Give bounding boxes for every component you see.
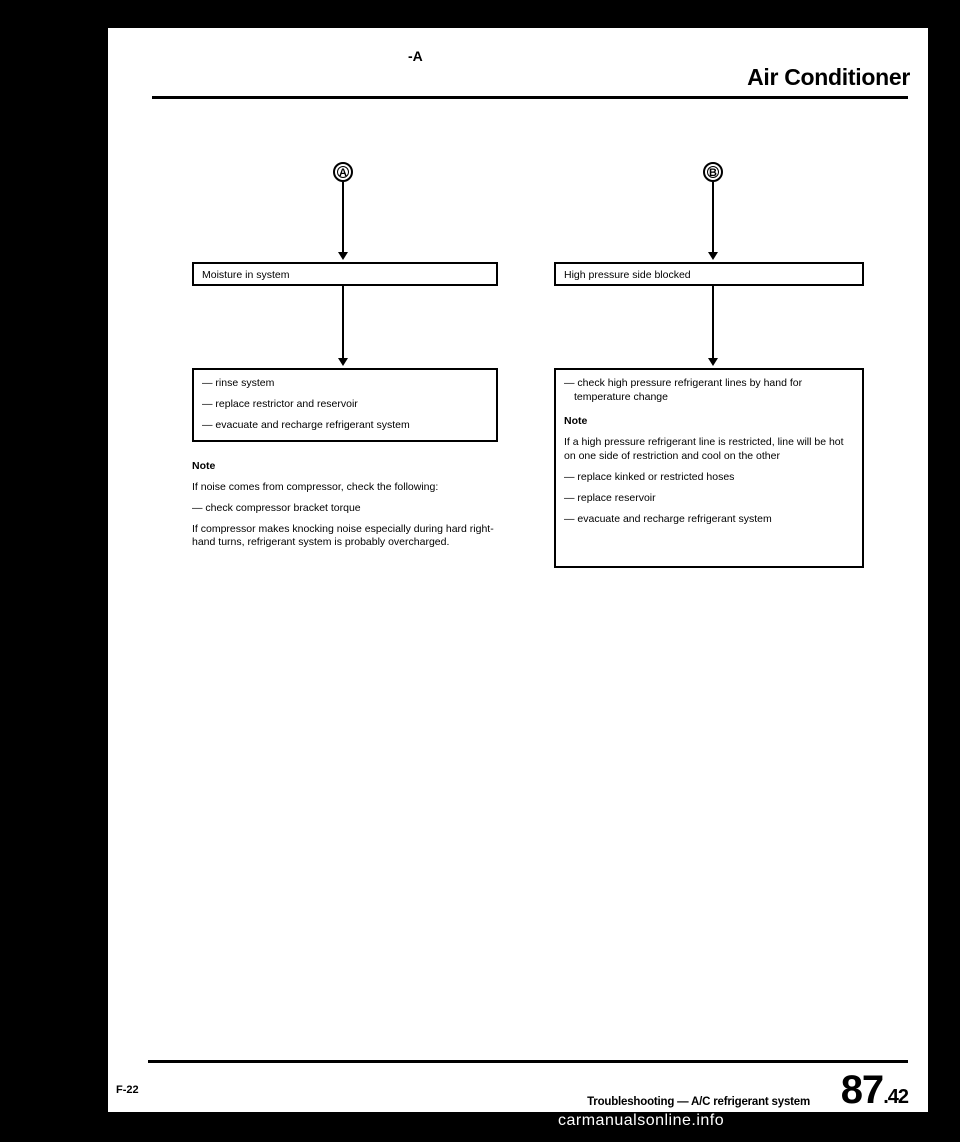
arrow-down-icon: [338, 358, 348, 366]
note-a-para: — check compressor bracket torque: [192, 502, 361, 514]
action-item: — rinse system: [202, 377, 275, 389]
action-item: — evacuate and recharge refrigerant system: [564, 513, 772, 525]
note-b-text: If a high pressure refrigerant line is restricted, line will be hot on one side of restriction and cool on the other: [564, 436, 844, 462]
label-a: A: [337, 166, 349, 178]
box-moisture-in-system: [192, 262, 498, 286]
connector-b2: [712, 286, 714, 360]
manual-page: [108, 28, 928, 1112]
note-a-para: If compressor makes knocking noise especially during hard right-hand turns, refrigerant system is probably overcharged.: [192, 523, 494, 548]
box-a-actions: [192, 368, 498, 442]
scan-mark: -A: [408, 48, 423, 64]
box-high-pressure-side-blocked: [554, 262, 864, 286]
label-b-circle: [703, 162, 723, 182]
footer-rule: [148, 1060, 908, 1063]
note-b-heading: Note: [564, 415, 588, 427]
box-b-actions: [554, 368, 864, 568]
watermark: carmanualsonline.info: [558, 1112, 725, 1129]
label-b: B: [707, 166, 719, 178]
page-number-main: 87: [840, 1068, 884, 1112]
note-a-heading: Note: [192, 460, 216, 472]
note-a: [192, 460, 502, 557]
box-b-title: High pressure side blocked: [564, 269, 691, 281]
note-a-para: If noise comes from compressor, check the following:: [192, 481, 439, 493]
box-a-title: Moisture in system: [202, 269, 290, 281]
page-number: [841, 1068, 908, 1112]
arrow-down-icon: [708, 252, 718, 260]
label-a-circle: [333, 162, 353, 182]
arrow-down-icon: [708, 358, 718, 366]
arrow-down-icon: [338, 252, 348, 260]
section-title: Troubleshooting — A/C refrigerant system: [587, 1096, 810, 1108]
action-item: — evacuate and recharge refrigerant system: [202, 419, 410, 431]
action-item: — replace restrictor and reservoir: [202, 398, 358, 410]
action-item: — check high pressure refrigerant lines by hand for temperature change: [564, 377, 803, 403]
connector-b1: [712, 182, 714, 254]
page-code: F-22: [116, 1084, 139, 1096]
page-title: Air Conditioner: [747, 64, 910, 90]
action-item: — replace kinked or restricted hoses: [564, 471, 735, 483]
page-number-sub: .42: [883, 1086, 908, 1108]
connector-a2: [342, 286, 344, 360]
action-item: — replace reservoir: [564, 492, 656, 504]
header-rule: [152, 96, 908, 99]
connector-a1: [342, 182, 344, 254]
